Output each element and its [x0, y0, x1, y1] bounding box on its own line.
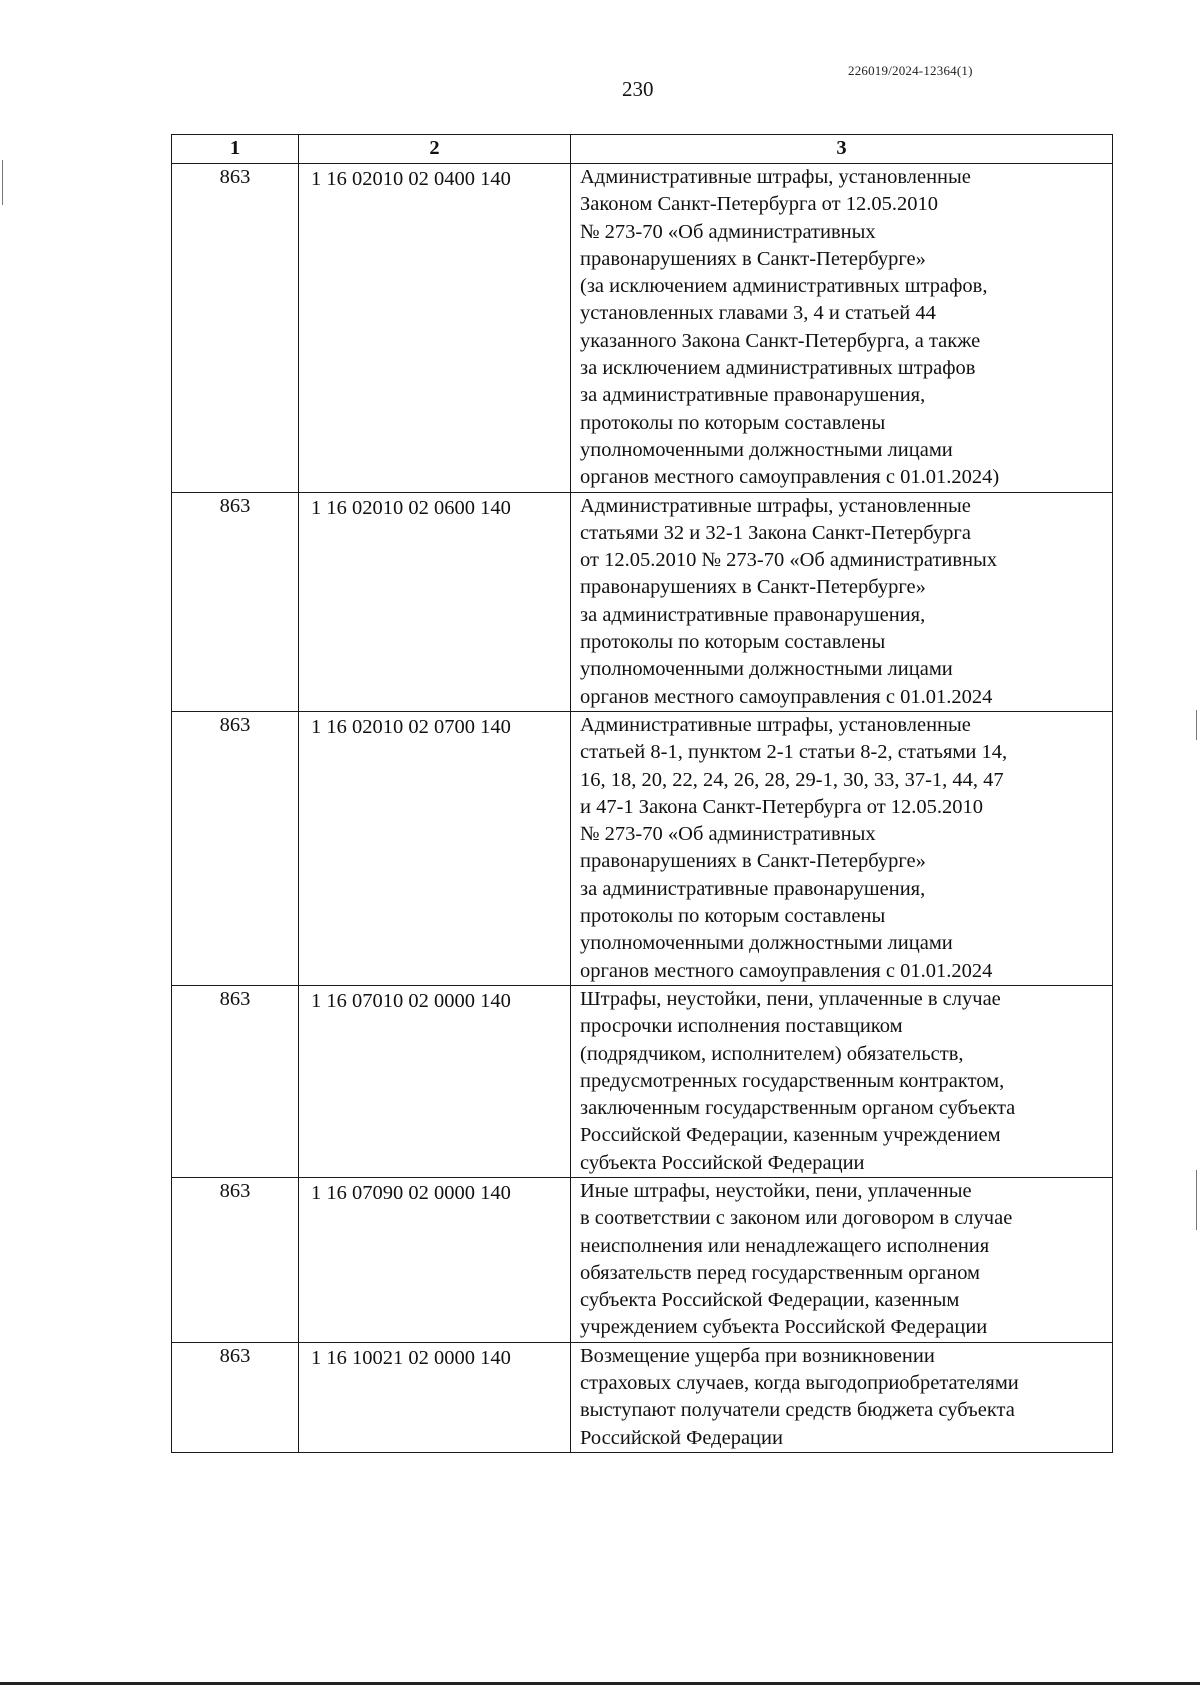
description-line: Российской Федерации, казенным учреждением: [580, 1124, 1001, 1147]
description-line: от 12.05.2010 № 273-70 «Об административных: [580, 549, 998, 572]
description-line: Штрафы, неустойки, пени, уплаченные в случае: [580, 987, 1001, 1010]
description-line: органов местного самоуправления с 01.01.2024: [580, 959, 993, 982]
description-line: № 273-70 «Об административных: [580, 220, 876, 243]
description-line: Иные штрафы, неустойки, пени, уплаченные: [580, 1179, 972, 1202]
revenue-description-cell: [571, 711, 1113, 985]
table-row: [172, 492, 1113, 711]
document-registration-number: 226019/2024-12364(1): [848, 63, 973, 78]
column-header-1: 1: [172, 135, 299, 164]
column-header-3: 3: [571, 135, 1113, 164]
table-header: [172, 135, 1113, 164]
description-line: указанного Закона Санкт-Петербурга, а также: [580, 329, 981, 352]
description-line: статьей 8-1, пунктом 2-1 статьи 8-2, статьями 14,: [580, 741, 1008, 764]
description-line: выступают получатели средств бюджета субъекта: [580, 1399, 1015, 1422]
description-line: уполномоченными должностными лицами: [580, 932, 953, 955]
description-line: статьями 32 и 32-1 Закона Санкт-Петербурга: [580, 521, 971, 544]
description-line: учреждением субъекта Российской Федерации: [580, 1316, 988, 1339]
description-line: обязательств перед государственным органом: [580, 1261, 981, 1284]
description-line: уполномоченными должностными лицами: [580, 438, 953, 461]
agency-code-cell: 863: [172, 985, 299, 1177]
table-header-row: [172, 135, 1113, 164]
page-number: 230: [622, 77, 654, 101]
agency-code-cell: 863: [172, 492, 299, 711]
description-line: Административные штрафы, установленные: [580, 713, 971, 736]
agency-code-cell: 863: [172, 711, 299, 985]
budget-classification-code-cell: 1 16 02010 02 0700 140: [299, 711, 571, 985]
description-line: правонарушениях в Санкт-Петербурге»: [580, 850, 926, 873]
description-line: уполномоченными должностными лицами: [580, 658, 953, 681]
revenue-description-cell: [571, 492, 1113, 711]
table-row: [172, 1342, 1113, 1452]
description-line: за административные правонарушения,: [580, 384, 926, 407]
revenue-description-cell: [571, 1342, 1113, 1452]
description-line: субъекта Российской Федерации: [580, 1151, 865, 1174]
description-line: и 47-1 Закона Санкт-Петербурга от 12.05.2010: [580, 795, 984, 818]
description-line: протоколы по которым составлены: [580, 631, 886, 654]
description-line: 16, 18, 20, 22, 24, 26, 28, 29-1, 30, 33, 37-1, 44, 47: [580, 768, 1004, 791]
budget-classification-code-cell: 1 16 07010 02 0000 140: [299, 985, 571, 1177]
description-line: протоколы по которым составлены: [580, 411, 886, 434]
column-header-2: 2: [299, 135, 571, 164]
description-line: Административные штрафы, установленные: [580, 166, 971, 188]
description-line: Законом Санкт-Петербурга от 12.05.2010: [580, 193, 938, 216]
table-row: [172, 711, 1113, 985]
revenue-codes-table: [171, 134, 1113, 1453]
agency-code-cell: 863: [172, 1177, 299, 1342]
description-line: протоколы по которым составлены: [580, 905, 886, 928]
description-line: установленных главами 3, 4 и статьей 44: [580, 302, 936, 325]
scan-edge-mark-left: [2, 160, 3, 205]
description-line: в соответствии с законом или договором в случае: [580, 1207, 1013, 1230]
description-line: заключенным государственным органом субъекта: [580, 1097, 1016, 1120]
scan-bottom-edge-line: [0, 1682, 1200, 1685]
description-line: (подрядчиком, исполнителем) обязательств,: [580, 1042, 964, 1065]
budget-classification-code-cell: 1 16 10021 02 0000 140: [299, 1342, 571, 1452]
description-line: № 273-70 «Об административных: [580, 823, 876, 846]
description-line: субъекта Российской Федерации, казенным: [580, 1289, 960, 1312]
description-line: (за исключением административных штрафов,: [580, 275, 988, 298]
budget-classification-code-cell: 1 16 02010 02 0400 140: [299, 164, 571, 493]
description-line: органов местного самоуправления с 01.01.2024: [580, 685, 993, 708]
budget-classification-code-cell: 1 16 07090 02 0000 140: [299, 1177, 571, 1342]
description-line: страховых случаев, когда выгодоприобретателями: [580, 1372, 1019, 1395]
scan-edge-mark-right-lower: [1196, 1170, 1197, 1230]
description-line: Административные штрафы, установленные: [580, 494, 971, 517]
table-body: [172, 164, 1113, 1453]
revenue-description-cell: [571, 164, 1113, 493]
description-line: предусмотренных государственным контрактом,: [580, 1069, 1005, 1092]
budget-classification-code-cell: 1 16 02010 02 0600 140: [299, 492, 571, 711]
description-line: за исключением административных штрафов: [580, 357, 976, 380]
revenue-description-cell: [571, 985, 1113, 1177]
description-line: просрочки исполнения поставщиком: [580, 1015, 903, 1038]
description-line: правонарушениях в Санкт-Петербурге»: [580, 576, 926, 599]
revenue-description-cell: [571, 1177, 1113, 1342]
description-line: неисполнения или ненадлежащего исполнения: [580, 1234, 990, 1257]
description-line: Российской Федерации: [580, 1426, 783, 1449]
agency-code-cell: 863: [172, 164, 299, 493]
table-row: [172, 985, 1113, 1177]
description-line: Возмещение ущерба при возникновении: [580, 1344, 935, 1367]
table-row: [172, 164, 1113, 493]
scan-edge-mark-right: [1196, 710, 1197, 740]
description-line: органов местного самоуправления с 01.01.2024): [580, 466, 1000, 489]
agency-code-cell: 863: [172, 1342, 299, 1452]
description-line: за административные правонарушения,: [580, 877, 926, 900]
table-row: [172, 1177, 1113, 1342]
description-line: за административные правонарушения,: [580, 603, 926, 626]
description-line: правонарушениях в Санкт-Петербурге»: [580, 247, 926, 270]
